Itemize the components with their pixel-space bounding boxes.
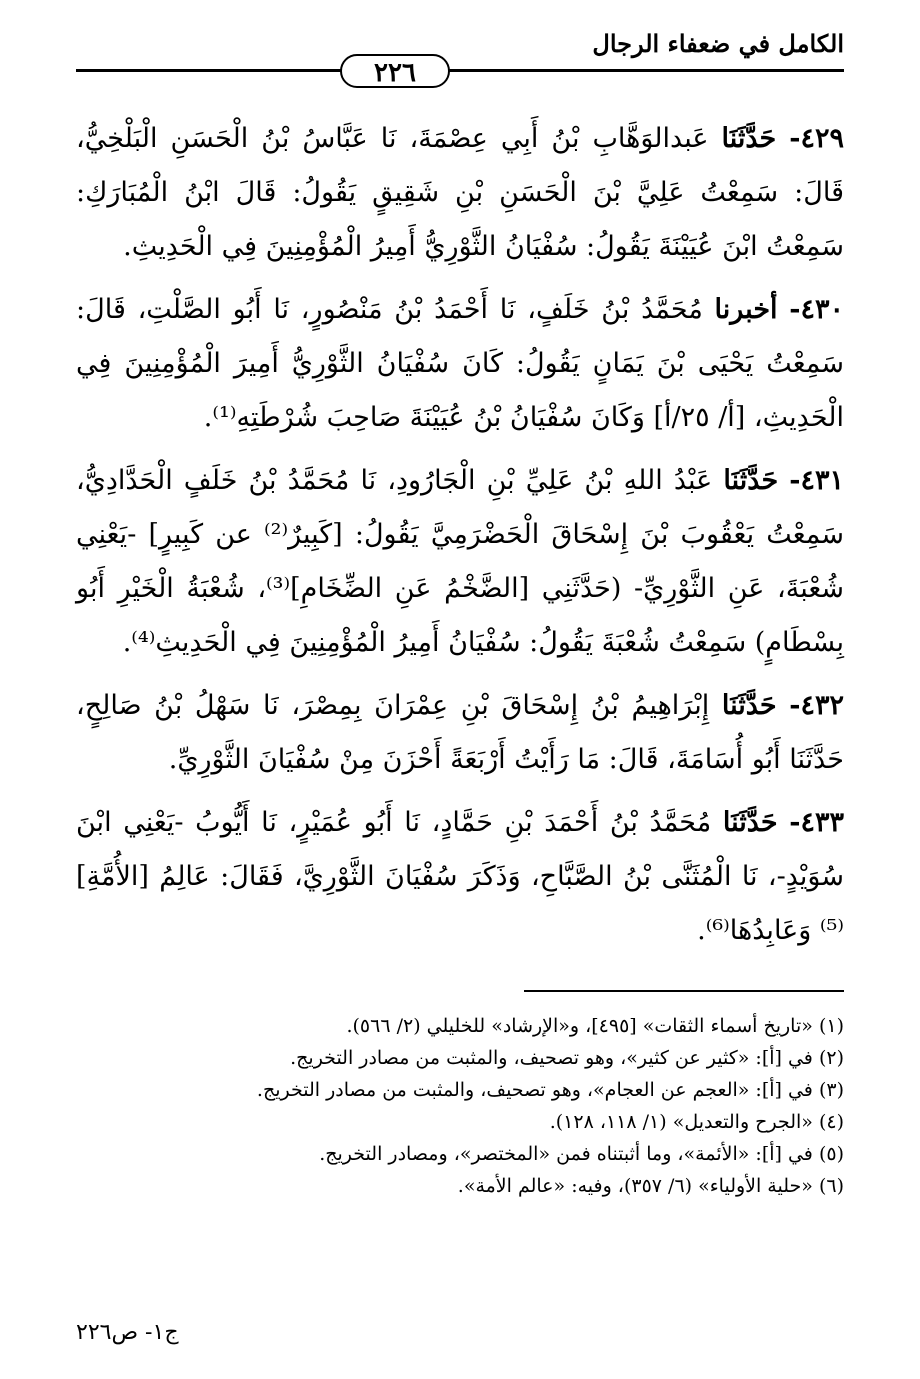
entries-body — [76, 112, 844, 967]
footnote-marker: (١) — [818, 1015, 844, 1037]
footnote-text: في [أ]: «الأئمة»، وما أثبتناه فمن «المختصر»، ومصادر التخريج. — [319, 1143, 813, 1165]
hadith-entry-430 — [76, 283, 844, 445]
footnote-1 — [76, 1010, 844, 1042]
footnote-marker: (٣) — [818, 1079, 844, 1101]
footnotes-section — [76, 1010, 844, 1202]
page-footer-reference: ج١- ص٢٢٦ — [76, 1320, 179, 1345]
footnote-text: في [أ]: «كثير عن كثير»، وهو تصحيف، والمثبت من مصادر التخريج. — [290, 1047, 813, 1069]
entry-verb: حَدَّثَنَا — [721, 123, 777, 154]
entry-number: ٤٢٩- — [789, 123, 844, 154]
entry-verb: حَدَّثَنَا — [723, 465, 779, 496]
footnote-text: في [أ]: «العجم عن العجام»، وهو تصحيف، والمثبت من مصادر التخريج. — [256, 1079, 813, 1101]
footnote-marker: (٤) — [818, 1111, 844, 1133]
entry-verb: حَدَّثَنَا — [721, 690, 777, 721]
entry-number: ٤٣٢- — [789, 690, 844, 721]
footnote-text: «حلية الأولياء» (٦/ ٣٥٧)، وفيه: «عالم الأمة». — [457, 1175, 813, 1197]
footnote-separator — [524, 990, 844, 992]
hadith-entry-433 — [76, 796, 844, 958]
header-rule — [76, 69, 844, 72]
running-header-title: الكامل في ضعفاء الرجال — [592, 29, 844, 58]
footnote-3 — [76, 1074, 844, 1106]
entry-text: مُحَمَّدُ بْنُ خَلَفٍ، نَا أَحْمَدُ بْنُ مَنْصُورٍ، نَا أَبُو الصَّلْتِ، قَالَ: سَمِعْتُ يَحْيَى بْنَ يَمَانٍ يَقُولُ: كَانَ سُفْيَانُ الثَّوْرِيُّ أَمِيرَ الْمُؤْمِنِينَ فِي الْحَدِيثِ، [أ/ ٢٥/أ] وَكَانَ سُفْيَانُ بْنُ عُيَيْنَةَ صَاحِبَ شُرْطَتِهِ⁽¹⁾. — [76, 294, 844, 433]
footnote-marker: (٥) — [818, 1143, 844, 1165]
hadith-entry-431 — [76, 454, 844, 670]
footnote-marker: (٢) — [818, 1047, 844, 1069]
entry-number: ٤٣١- — [789, 465, 844, 496]
page-number-badge: ٢٢٦ — [340, 54, 450, 88]
footnote-6 — [76, 1170, 844, 1202]
hadith-entry-429 — [76, 112, 844, 274]
footnote-text: «الجرح والتعديل» (١/ ١١٨، ١٢٨). — [549, 1111, 813, 1133]
entry-text: مُحَمَّدُ بْنُ أَحْمَدَ بْنِ حَمَّادٍ، نَا أَبُو عُمَيْرٍ، نَا أَيُّوبُ -يَعْنِي ابْنَ سُوَيْدٍ-، نَا الْمُثَنَّى بْنُ الصَّبَّاحِ، وَذَكَرَ سُفْيَانَ الثَّوْرِيَّ، فَقَالَ: عَالِمُ [الأُمَّةِ]⁽⁵⁾ وَعَابِدُهَا⁽⁶⁾. — [76, 807, 844, 946]
footnote-text: «تاريخ أسماء الثقات» [٤٩٥]، و«الإرشاد» للخليلي (٢/ ٥٦٦). — [346, 1015, 813, 1037]
entry-verb: أخبرنا — [714, 294, 778, 325]
entry-number: ٤٣٣- — [789, 807, 844, 838]
hadith-entry-432 — [76, 679, 844, 787]
footnote-5 — [76, 1138, 844, 1170]
footnote-marker: (٦) — [818, 1175, 844, 1197]
entry-verb: حَدَّثَنَا — [722, 807, 778, 838]
entry-text: عَبْدُ اللهِ بْنُ عَلِيِّ بْنِ الْجَارُودِ، نَا مُحَمَّدُ بْنُ خَلَفٍ الْحَدَّادِيُّ، سَمِعْتُ يَعْقُوبَ بْنَ إِسْحَاقَ الْحَضْرَمِيَّ يَقُولُ: [كَبِيرٌ⁽²⁾ عن كَبِيرٍ] -يَعْنِي شُعْبَةَ، عَنِ الثَّوْرِيِّ- (حَدَّثَنِي [الضَّخْمُ عَنِ الضِّخَامِ]⁽³⁾، شُعْبَةُ الْخَيْرِ أَبُو بِسْطَامٍ) سَمِعْتُ شُعْبَةَ يَقُولُ: سُفْيَانُ أَمِيرُ الْمُؤْمِنِينَ فِي الْحَدِيثِ⁽⁴⁾. — [76, 465, 845, 658]
footnote-2 — [76, 1042, 844, 1074]
footnote-4 — [76, 1106, 844, 1138]
entry-text: إِبْرَاهِيمُ بْنُ إِسْحَاقَ بْنِ عِمْرَانَ بِمِصْرَ، نَا سَهْلُ بْنُ صَالِحٍ، حَدَّثَنَا أَبُو أُسَامَةَ، قَالَ: مَا رَأَيْتُ أَرْبَعَةً أَحْزَنَ مِنْ سُفْيَانَ الثَّوْرِيِّ. — [76, 690, 844, 775]
entry-text: عَبدالوَهَّابِ بْنُ أَبِي عِصْمَةَ، نَا عَبَّاسُ بْنُ الْحَسَنِ الْبَلْخِيُّ، قَالَ: سَمِعْتُ عَلِيَّ بْنَ الْحَسَنِ بْنِ شَقِيقٍ يَقُولُ: قَالَ ابْنُ الْمُبَارَكِ: سَمِعْتُ ابْنَ عُيَيْنَةَ يَقُولُ: سُفْيَانُ الثَّوْرِيُّ أَمِيرُ الْمُؤْمِنِينَ فِي الْحَدِيثِ. — [76, 123, 844, 262]
entry-number: ٤٣٠- — [789, 294, 844, 325]
